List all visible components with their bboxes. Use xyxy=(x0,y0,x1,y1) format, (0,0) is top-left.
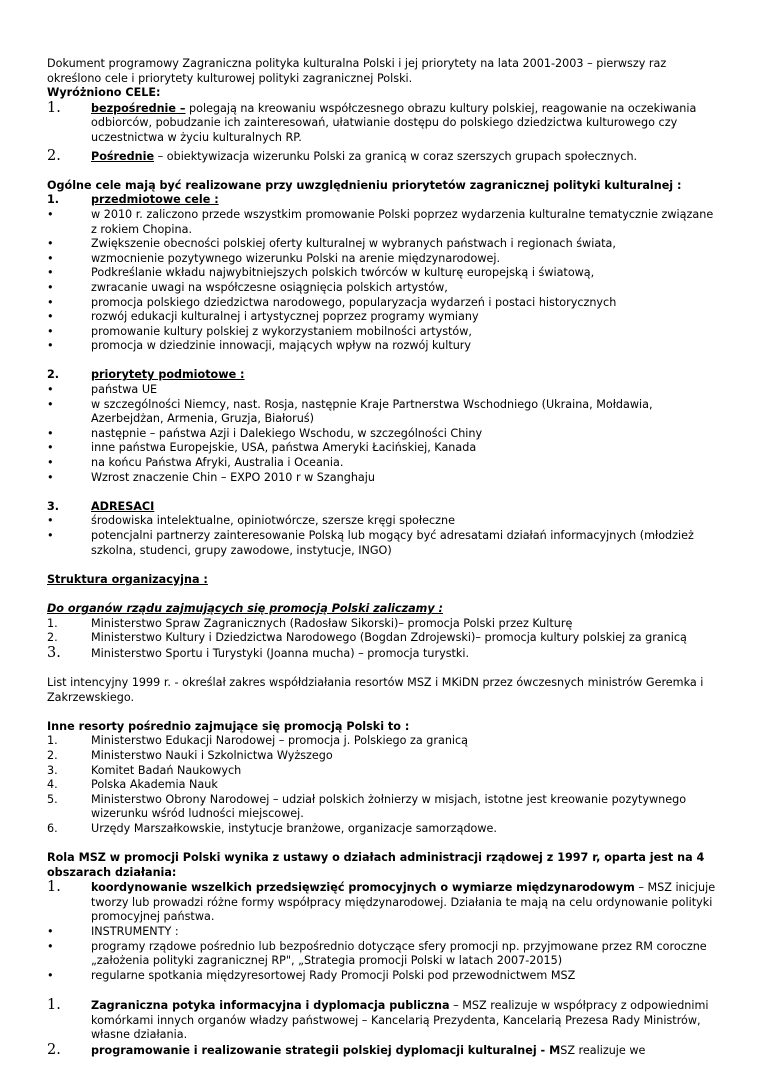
document-page xyxy=(47,57,717,1058)
obszar-item-1 xyxy=(47,880,717,925)
list-item: 1. Ministerstwo Edukacji Narodowej – promocja j. Polskiego za granicą xyxy=(47,734,469,748)
list-item: • na końcu Państwa Afryki, Australia i Oceania. xyxy=(47,456,344,470)
cele-term: Pośrednie xyxy=(91,149,155,163)
cele-heading: Wyróżniono CELE: xyxy=(47,86,161,100)
obszar-desc: – MSZ inicjuje tworzy lub prowadzi różne formy współpracy międzynarodowej. Działania te mają na celu ordynowanie polityki promocyjnej państwa. xyxy=(91,881,716,924)
list-intencyjny: List intencyjny 1999 r. - określał zakres współdziałania resortów MSZ i MKiDN przez ówczesnych ministrów Geremka i Zakrzewskiego. xyxy=(47,675,704,704)
list-number: 2. xyxy=(47,147,61,164)
adresaci-list xyxy=(47,514,717,558)
list-item: 2. Ministerstwo Nauki i Szkolnictwa Wyższego xyxy=(47,748,333,762)
list-item: • promocja w dziedzinie innowacji, mających wpływ na rozwój kultury xyxy=(47,339,472,353)
list-item: • w szczególności Niemcy, nast. Rosja, następnie Kraje Partnerstwa Wschodniego (Ukraina, Mołdawia, Azerbejdżan, Armenia, Gruzja, Białoruś) xyxy=(47,397,653,426)
list-item: 3. Ministerstwo Sportu i Turystyki (Joanna mucha) – promocja turystki. xyxy=(47,644,470,661)
adresaci-heading: 3. ADRESACI xyxy=(47,499,155,513)
list-item: • Wzrost znaczenie Chin – EXPO 2010 r w Szanghaju xyxy=(47,470,375,484)
list-item: 2. Ministerstwo Kultury i Dziedzictwa Narodowego (Bogdan Zdrojewski)– promocja kultury polskiej za granicą xyxy=(47,631,687,645)
list-item: • promowanie kultury polskiej z wykorzystaniem mobilności artystów, xyxy=(47,324,472,338)
podmiotowe-list xyxy=(47,383,717,485)
przedmiotowe-heading: 1. przedmiotowe cele : xyxy=(47,193,219,207)
list-item: • potencjalni partnerzy zainteresowanie Polską lub mogący być adresatami działań informacyjnych (młodzież szkolna, studenci, grupy zawodowe, instytucje, INGO) xyxy=(47,529,694,557)
obszar-term: Zagraniczna potyka informacyjna i dyplomacja publiczna xyxy=(91,999,450,1012)
list-item: 1. Ministerstwo Spraw Zagranicznych (Radosław Sikorski)– promocja Polski przez Kulturę xyxy=(47,616,573,630)
list-item: 5. Ministerstwo Obrony Narodowej – udział polskich żołnierzy w misjach, istotne jest kreowanie pozytywnego wizerunku wśród ludności miejscowej. xyxy=(47,792,687,821)
list-item: 6. Urzędy Marszałkowskie, instytucje branżowe, organizacje samorządowe. xyxy=(47,821,497,835)
obszar-item-2 xyxy=(47,998,717,1043)
list-item: • regularne spotkania międzyresortowej Rady Promocji Polski pod przewodnictwem MSZ xyxy=(47,968,576,982)
list-number: 1. xyxy=(47,99,61,116)
list-item: • Zwiększenie obecności polskiej oferty kulturalnej w wybranych państwach i regionach świata, xyxy=(47,237,616,251)
list-number: 2. xyxy=(47,1041,61,1058)
cele-item-2 xyxy=(47,149,717,165)
inne-list xyxy=(47,734,717,836)
obszar-item-3 xyxy=(47,1043,717,1059)
list-item: • programy rządowe pośrednio lub bezpośrednio dotyczące sfery promocji np. przyjmowane przez RM coroczne „założenia polityki zagranicznej RP", „Strategia promocji Polski w latach 2007-2015) xyxy=(47,939,707,968)
list-number: 1. xyxy=(47,997,61,1013)
list-item: • państwa UE xyxy=(47,383,158,397)
list-item: • następnie – państwa Azji i Dalekiego Wschodu, w szczególności Chiny xyxy=(47,426,483,440)
inne-heading: Inne resorty pośrednio zajmujące się promocją Polski to : xyxy=(47,719,410,733)
list-item: • środowiska intelektualne, opiniotwórcze, szersze kręgi społeczne xyxy=(47,514,455,528)
organy-list xyxy=(47,617,717,662)
list-item: • zwracanie uwagi na współczesne osiągnięcia polskich artystów, xyxy=(47,280,448,294)
obszar-desc: SZ realizuje we xyxy=(560,1043,646,1057)
list-item: 4. Polska Akademia Nauk xyxy=(47,778,218,792)
instrumenty-list xyxy=(47,925,717,983)
organy-heading: Do organów rządu zajmujących się promocją Polski zaliczamy : xyxy=(47,601,444,615)
list-item: 3. Komitet Badań Naukowych xyxy=(47,763,242,777)
intro-paragraph: Dokument programowy Zagraniczna polityka kulturalna Polski i jej priorytety na lata 2001-2003 – pierwszy raz określono cele i priorytety kulturowej polityki zagranicznej Polski. xyxy=(47,57,667,85)
list-item: • rozwój edukacji kulturalnej i artystycznej poprzez programy wymiany xyxy=(47,310,479,324)
list-item: • wzmocnienie pozytywnego wizerunku Polski na arenie międzynarodowej. xyxy=(47,251,501,265)
cele-desc: polegają na kreowaniu współczesnego obrazu kultury polskiej, reagowanie na oczekiwania odbiorców, pobudzanie ich zainteresowań, ułatwianie dostępu do polskiego dziedzictwa kulturowego czy uczestnictwa w życiu kulturalnych RP. xyxy=(91,101,697,144)
obszar-desc: – MSZ realizuje w współpracy z odpowiednimi komórkami innych organów władzy państwowej – Kancelarią Prezydenta, Kancelarią Prezesa Rady Ministrów, własne działania. xyxy=(91,999,709,1042)
list-number: 1. xyxy=(47,879,61,896)
cele-item-1 xyxy=(47,101,717,146)
list-item: • INSTRUMENTY : xyxy=(47,925,179,939)
cele-term: bezpośrednie – xyxy=(91,101,186,115)
list-item: • Podkreślanie wkładu najwybitniejszych polskich twórców w kulturę europejską i światową, xyxy=(47,266,595,280)
obszar-term: programowanie i realizowanie strategii polskiej dyplomacji kulturalnej - M xyxy=(91,1043,561,1057)
rola-heading: Rola MSZ w promocji Polski wynika z ustawy o działach administracji rządowej z 1997 r, oparta jest na 4 obszarach działania: xyxy=(47,851,705,879)
list-item: • w 2010 r. zaliczono przede wszystkim promowanie Polski poprzez wydarzenia kulturalne tematycznie związane z rokiem Chopina. xyxy=(47,207,714,236)
przedmiotowe-list xyxy=(47,208,717,354)
ogolne-heading: Ogólne cele mają być realizowane przy uwzględnieniu priorytetów zagranicznej polityki kulturalnej : xyxy=(47,178,682,192)
list-item: • inne państwa Europejskie, USA, państwa Ameryki Łacińskiej, Kanada xyxy=(47,441,477,455)
obszar-term: koordynowanie wszelkich przedsięwzięć promocyjnych o wymiarze międzynarodowym xyxy=(91,881,635,895)
struktura-heading: Struktura organizacyjna : xyxy=(47,572,208,586)
list-item: • promocja polskiego dziedzictwa narodowego, popularyzacja wydarzeń i postaci historycznych xyxy=(47,295,617,309)
cele-desc: – obiektywizacja wizerunku Polski za granicą w coraz szerszych grupach społecznych. xyxy=(154,149,638,163)
podmiotowe-heading: 2. priorytety podmiotowe : xyxy=(47,368,245,382)
